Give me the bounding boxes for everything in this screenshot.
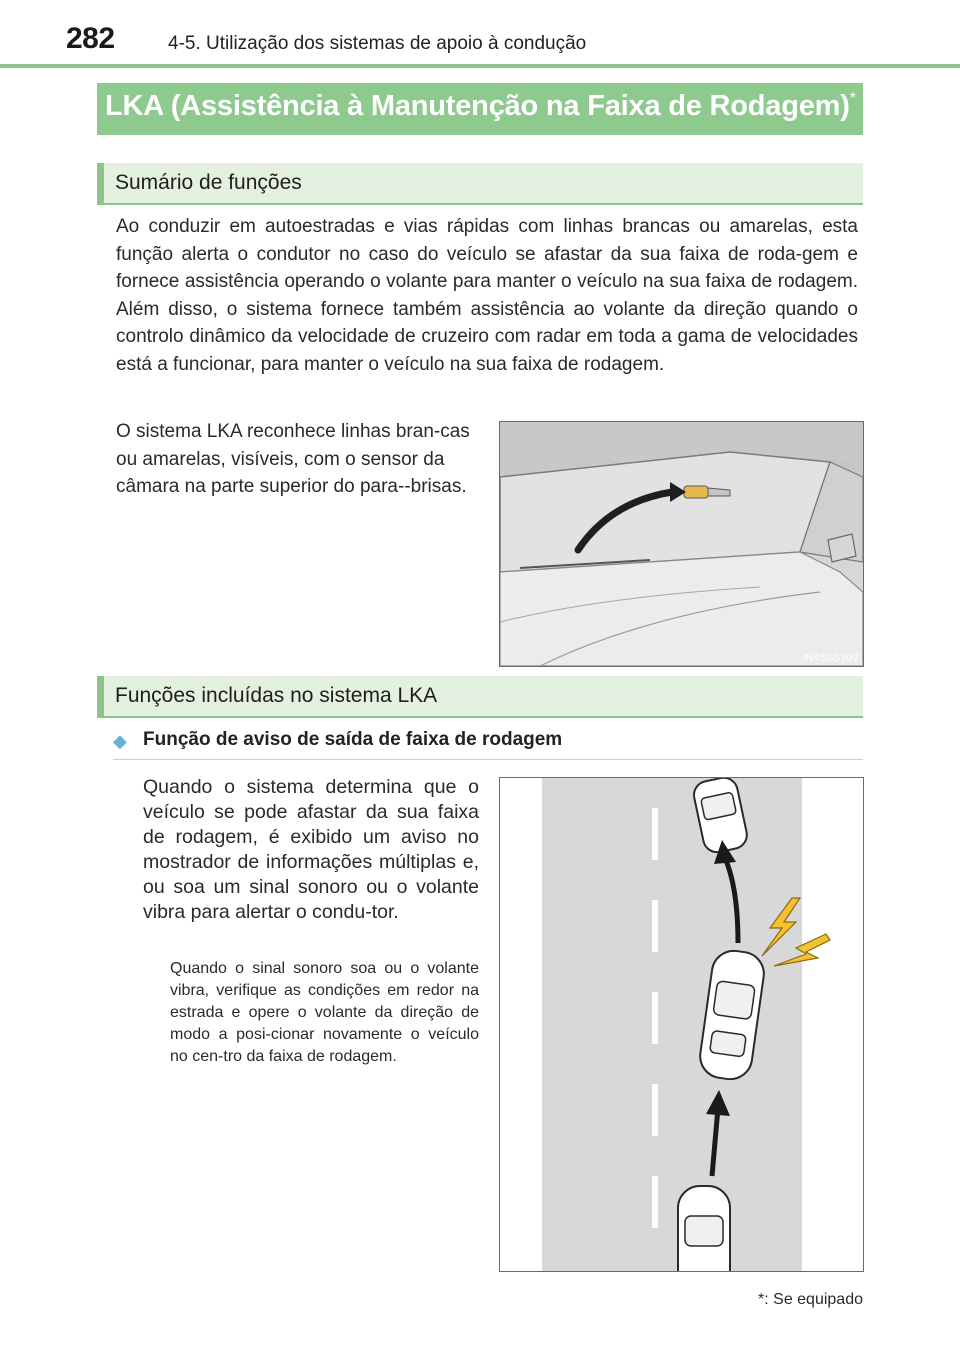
- footnote-asterisk: *: [758, 1291, 765, 1308]
- section-heading-summary: [97, 163, 863, 205]
- equipped-asterisk: *: [849, 90, 856, 107]
- page-title: [105, 90, 856, 123]
- lane-departure-figure: [499, 777, 864, 1272]
- subsection-heading-text: Função de aviso de saída de faixa de rodagem: [143, 729, 563, 750]
- windshield-camera-illustration: [500, 422, 863, 666]
- windshield-camera-figure: [499, 421, 864, 667]
- figure-code: IN45GS412: [802, 1258, 859, 1269]
- section-heading-accent: [97, 676, 104, 718]
- page-number: 282: [66, 22, 115, 55]
- section-heading-functions: [97, 676, 863, 718]
- chapter-title: 4-5. Utilização dos sistemas de apoio à condução: [168, 33, 587, 54]
- section-heading-accent: [97, 163, 104, 205]
- summary-paragraph: Ao conduzir em autoestradas e vias rápidas com linhas brancas ou amarelas, esta função alerta o condutor no caso do veículo se afastar da sua faixa de roda-gem e fornece assistência operando o volante para manter o veículo na sua faixa de rodagem. Além disso, o sistema fornece também assistência ao volante da direção quando o controlo dinâmico da velocidade de cruzeiro com radar em toda a gama de velocidades está a funcionar, para manter o veículo na sua faixa de rodagem.: [116, 216, 858, 375]
- header-divider: [0, 64, 960, 68]
- lane-departure-illustration: [500, 778, 863, 1271]
- subsection-heading: [113, 727, 863, 760]
- figure-code: IN45GS307: [802, 653, 859, 664]
- page-title-bar: [97, 83, 863, 135]
- diamond-bullet-icon: ◆: [113, 731, 127, 751]
- section-heading-text: Sumário de funções: [115, 171, 302, 194]
- camera-paragraph: O sistema LKA reconhece linhas bran-cas ou amarelas, visíveis, com o sensor da câmara na parte superior do para--brisas.: [116, 421, 470, 497]
- warning-note: Quando o sinal sonoro soa ou o volante vibra, verifique as condições em redor na estrada e opere o volante da direção de modo a posi-cionar novamente o veículo no cen-tro da faixa de rodagem.: [170, 960, 479, 1065]
- warning-paragraph: Quando o sistema determina que o veículo se pode afastar da sua faixa de rodagem, é exibido um aviso no mostrador de informações múltiplas e, ou soa um sinal sonoro ou o volante vibra para alertar o condu-tor.: [143, 776, 479, 923]
- page-title-text: LKA (Assistência à Manutenção na Faixa de Rodagem): [105, 90, 850, 122]
- footnote: [758, 1291, 863, 1309]
- footnote-text: : Se equipado: [764, 1291, 863, 1308]
- section-heading-text: Funções incluídas no sistema LKA: [115, 684, 438, 707]
- page-header: [0, 0, 960, 68]
